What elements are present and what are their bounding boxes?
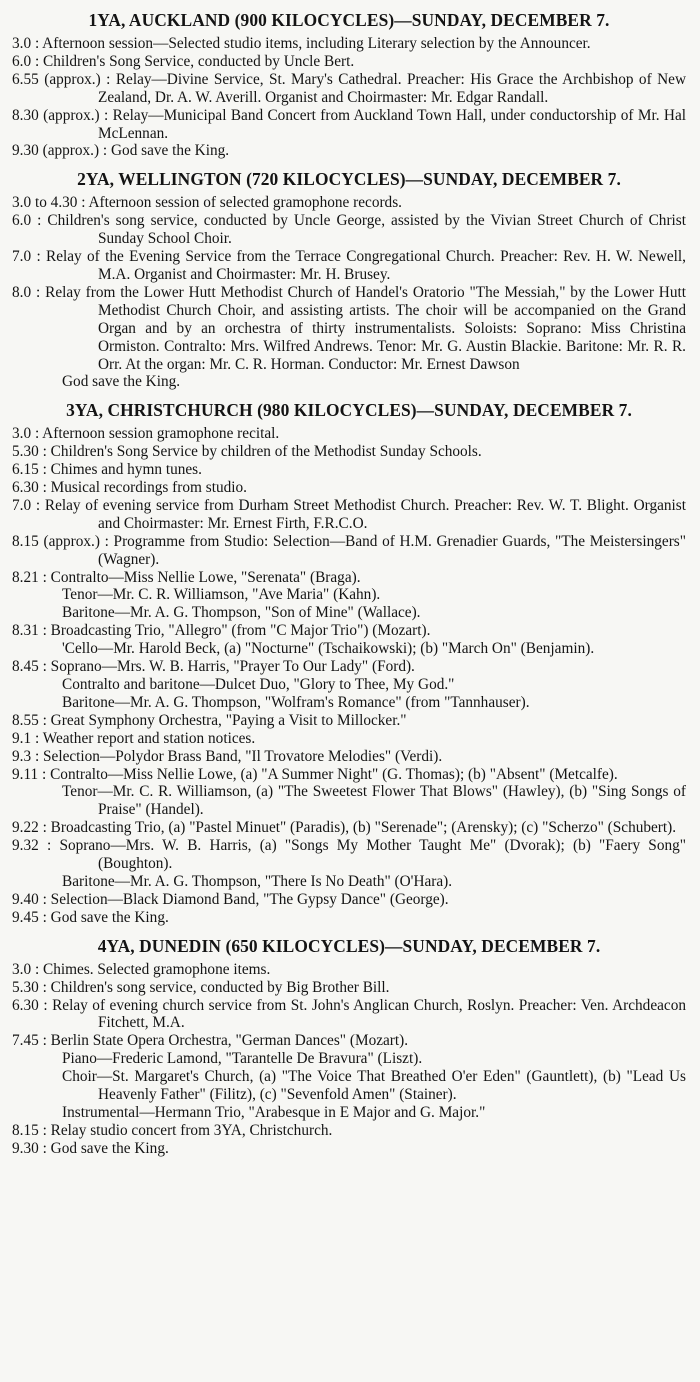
programme-item xyxy=(12,212,686,248)
programme-text: : Children's song service, conducted by Big Brother Bill. xyxy=(42,978,390,996)
programme-time: 9.22 xyxy=(12,819,39,837)
programme-time: 6.15 xyxy=(12,461,39,479)
programme-time: 5.30 xyxy=(12,978,39,996)
programme-item xyxy=(12,71,686,107)
programme-text: : God save the King. xyxy=(42,908,169,926)
programme-text: (approx.) : Relay—Municipal Band Concert from Auckland Town Hall, under conductorship of Mr. Hal McLennan. xyxy=(43,106,687,142)
programme-text: : Broadcasting Trio, (a) "Pastel Minuet" (Paradis), (b) "Serenade"; (Arensky); (c) "Scherzo" (Schubert). xyxy=(42,819,677,837)
programme-item xyxy=(12,497,686,533)
programme-text: Tenor—Mr. C. R. Williamson, "Ave Maria" (Kahn). xyxy=(62,586,381,604)
programme-item xyxy=(12,997,686,1033)
programme-text: : Selection—Black Diamond Band, "The Gypsy Dance" (George). xyxy=(42,890,449,908)
programme-text: : Afternoon session of selected gramophone records. xyxy=(81,194,402,212)
programme-item xyxy=(12,961,686,979)
programme-text: Instrumental—Hermann Trio, "Arabesque in E Major and G. Major." xyxy=(62,1103,486,1121)
programme-text: : Contralto—Miss Nellie Lowe, (a) "A Summer Night" (G. Thomas); (b) "Absent" (Metcalfe). xyxy=(42,765,618,783)
programme-item xyxy=(12,837,686,873)
programme-item xyxy=(12,766,686,784)
programme-text: God save the King. xyxy=(62,373,181,391)
programme-time: 3.0 xyxy=(12,35,32,52)
programme-item xyxy=(12,1140,686,1158)
programme-text: : Chimes. Selected gramophone items. xyxy=(34,960,271,978)
radio-programme-listings xyxy=(12,8,686,1158)
programme-text: : God save the King. xyxy=(42,1139,169,1157)
programme-text: : Afternoon session gramophone recital. xyxy=(34,425,280,443)
programme-item xyxy=(12,891,686,909)
station-heading: 1YA, AUCKLAND (900 KILOCYCLES)—SUNDAY, DECEMBER 7. xyxy=(88,10,610,30)
station-heading: 2YA, WELLINGTON (720 KILOCYCLES)—SUNDAY, DECEMBER 7. xyxy=(77,169,621,190)
programme-time: 7.0 xyxy=(12,496,32,514)
programme-time: 7.45 xyxy=(12,1032,39,1050)
programme-text: : Soprano—Mrs. W. B. Harris, (a) "Songs My Mother Taught Me" (Dvorak); (b) "Faery Song" (Boughton). xyxy=(47,837,687,873)
programme-time: 7.0 xyxy=(12,248,32,266)
programme-item xyxy=(12,1122,686,1140)
programme-item xyxy=(12,712,686,730)
programme-time: 8.0 xyxy=(12,283,32,301)
programme-item xyxy=(12,1032,686,1050)
programme-text: : Relay of evening service from Durham Street Methodist Church. Preacher: Rev. W. T. Blight. Organist and Choirmaster: Mr. Ernest Firth, F.R.C.O. xyxy=(35,496,686,532)
programme-item xyxy=(12,443,686,461)
programme-text: Baritone—Mr. A. G. Thompson, "There Is No Death" (O'Hara). xyxy=(62,872,453,890)
programme-text: Baritone—Mr. A. G. Thompson, "Wolfram's Romance" (from "Tannhauser). xyxy=(62,693,530,711)
programme-time: 9.11 xyxy=(12,765,39,783)
programme-item xyxy=(12,53,686,71)
programme-text: : Chimes and hymn tunes. xyxy=(42,461,202,479)
programme-item xyxy=(12,586,686,604)
programme-text: : Children's Song Service, conducted by Uncle Bert. xyxy=(34,52,355,70)
programme-time: 9.3 xyxy=(12,747,32,765)
programme-text: (approx.) : Relay—Divine Service, St. Mary's Cathedral. Preacher: His Grace the Archbishop of New Zealand, Dr. A. W. Averill. Organist and Choirmaster: Mr. Edgar Randall. xyxy=(44,70,686,106)
programme-time: 8.31 xyxy=(12,622,39,640)
programme-item xyxy=(12,640,686,658)
programme-text: : Berlin State Opera Orchestra, "German Dances" (Mozart). xyxy=(42,1032,409,1050)
programme-item xyxy=(12,1068,686,1104)
programme-item xyxy=(12,569,686,587)
programme-item xyxy=(12,979,686,997)
programme-item xyxy=(12,622,686,640)
programme-item xyxy=(12,819,686,837)
programme-item xyxy=(12,248,686,284)
programme-text: : Relay from the Lower Hutt Methodist Church of Handel's Oratorio "The Messiah," by the Lower Hutt Methodist Church Choir, and assisting artists. The choir will be accompanied on the Grand Organ and by an orchestra of thirty instrumentalists. Soloists: Soprano: Miss Christina Ormiston. Contralto: Mrs. Wilfred Andrews. Tenor: Mr. G. Austin Blackie. Baritone: Mr. R. R. Orr. At the organ: Mr. C. R. Horman. Conductor: Mr. Ernest Dawson xyxy=(36,283,687,373)
programme-item xyxy=(12,604,686,622)
programme-item xyxy=(12,730,686,748)
station-section xyxy=(12,8,686,160)
programme-time: 8.15 xyxy=(12,532,39,550)
programme-text: : Broadcasting Trio, "Allegro" (from "C Major Trio") (Mozart). xyxy=(42,622,431,640)
programme-time: 8.21 xyxy=(12,568,39,586)
programme-item xyxy=(12,1050,686,1068)
station-section xyxy=(12,167,686,391)
programme-item xyxy=(12,373,686,391)
programme-text: : Relay of the Evening Service from the Terrace Congregational Church. Preacher: Rev. H. W. Newell, M.A. Organist and Choirmaster: Mr. H. Brusey. xyxy=(36,248,687,283)
programme-time: 3.0 to 4.30 xyxy=(12,194,78,212)
programme-text: Tenor—Mr. C. R. Williamson, (a) "The Sweetest Flower That Blows" (Hawley), (b) "Sing Songs of Praise" (Handel). xyxy=(62,783,686,819)
programme-item xyxy=(12,783,686,819)
programme-item xyxy=(12,909,686,927)
programme-text: Contralto and baritone—Dulcet Duo, "Glory to Thee, My God." xyxy=(62,676,455,693)
programme-text: Baritone—Mr. A. G. Thompson, "Son of Mine" (Wallace). xyxy=(62,604,421,622)
programme-item xyxy=(12,873,686,891)
programme-text: : Selection—Polydor Brass Band, "Il Trovatore Melodies" (Verdi). xyxy=(34,747,443,765)
programme-time: 6.0 xyxy=(12,52,32,70)
programme-text: Choir—St. Margaret's Church, (a) "The Voice That Breathed O'er Eden" (Gauntlett), (b) "Lead Us Heavenly Father" (Filitz), (c) "Sevenfold Amen" (Stainer). xyxy=(62,1068,686,1104)
programme-item xyxy=(12,461,686,479)
programme-time: 8.15 xyxy=(12,1121,39,1139)
programme-text: : Musical recordings from studio. xyxy=(42,479,247,497)
programme-time: 9.40 xyxy=(12,890,39,908)
programme-text: (approx.) : Programme from Studio: Selection—Band of H.M. Grenadier Guards, "The Meistersingers" (Wagner). xyxy=(43,532,686,568)
programme-list xyxy=(12,35,686,160)
programme-text: : Afternoon session—Selected studio items, including Literary selection by the Announcer. xyxy=(34,35,591,52)
programme-item xyxy=(12,284,686,374)
programme-time: 8.55 xyxy=(12,711,39,729)
programme-text: : Contralto—Miss Nellie Lowe, "Serenata" (Braga). xyxy=(42,568,361,586)
programme-item xyxy=(12,676,686,694)
programme-time: 5.30 xyxy=(12,443,39,461)
programme-text: 'Cello—Mr. Harold Beck, (a) "Nocturne" (Tschaikowski); (b) "March On" (Benjamin). xyxy=(62,640,595,658)
programme-item xyxy=(12,479,686,497)
station-heading: 4YA, DUNEDIN (650 KILOCYCLES)—SUNDAY, DECEMBER 7. xyxy=(97,935,601,956)
programme-item xyxy=(12,1104,686,1122)
programme-time: 6.30 xyxy=(12,479,39,497)
programme-time: 8.45 xyxy=(12,658,39,676)
programme-time: 9.45 xyxy=(12,908,39,926)
programme-time: 6.0 xyxy=(12,212,32,230)
programme-list xyxy=(12,961,686,1158)
programme-item xyxy=(12,35,686,53)
programme-time: 9.1 xyxy=(12,729,32,747)
programme-item xyxy=(12,694,686,712)
station-heading: 3YA, CHRISTCHURCH (980 KILOCYCLES)—SUNDAY, DECEMBER 7. xyxy=(66,400,632,421)
programme-text: : Weather report and station notices. xyxy=(34,729,256,747)
programme-time: 9.30 xyxy=(12,142,39,160)
programme-item xyxy=(12,107,686,143)
programme-time: 8.30 xyxy=(12,106,39,124)
programme-item xyxy=(12,142,686,160)
programme-item xyxy=(12,425,686,443)
programme-time: 3.0 xyxy=(12,960,32,978)
programme-list xyxy=(12,194,686,391)
programme-text: : Children's Song Service by children of the Methodist Sunday Schools. xyxy=(42,443,482,461)
station-section xyxy=(12,398,686,926)
programme-text: : Relay studio concert from 3YA, Christchurch. xyxy=(42,1121,333,1139)
programme-item xyxy=(12,194,686,212)
programme-item xyxy=(12,533,686,569)
programme-item xyxy=(12,748,686,766)
programme-time: 9.30 xyxy=(12,1139,39,1157)
programme-text: (approx.) : God save the King. xyxy=(42,142,230,160)
programme-time: 9.32 xyxy=(12,837,39,855)
programme-time: 3.0 xyxy=(12,425,32,443)
programme-text: : Great Symphony Orchestra, "Paying a Visit to Millocker." xyxy=(42,711,407,729)
programme-text: Piano—Frederic Lamond, "Tarantelle De Bravura" (Liszt). xyxy=(62,1050,423,1068)
programme-text: : Relay of evening church service from St. John's Anglican Church, Roslyn. Preacher: Ven. Archdeacon Fitchett, M.A. xyxy=(43,996,686,1032)
station-section xyxy=(12,934,686,1158)
programme-text: : Soprano—Mrs. W. B. Harris, "Prayer To Our Lady" (Ford). xyxy=(42,658,415,676)
programme-time: 6.30 xyxy=(12,996,39,1014)
programme-list xyxy=(12,425,686,926)
programme-time: 6.55 xyxy=(12,70,39,88)
programme-item xyxy=(12,658,686,676)
programme-text: : Children's song service, conducted by Uncle George, assisted by the Vivian Street Church of Christ Sunday School Choir. xyxy=(37,212,686,248)
